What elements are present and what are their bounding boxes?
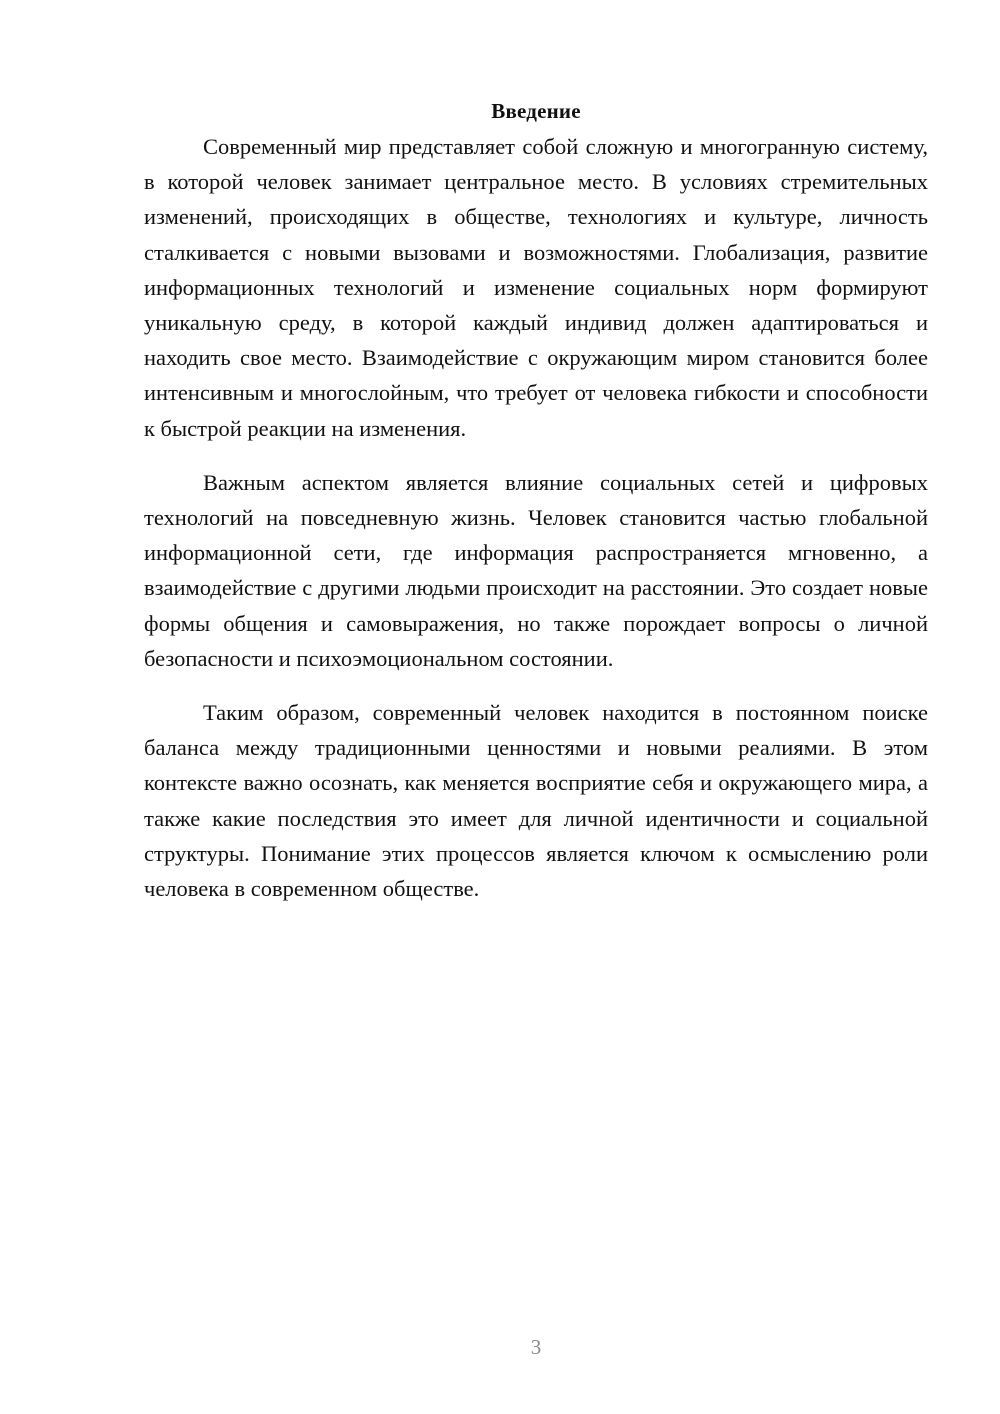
paragraph-1: Современный мир представляет собой сложную и многогранную систему, в которой человек занимает центральное место. В условиях стремительных изменений, происходящих в обществе, технологиях и культуре, личность сталкивается с новыми вызовами и возможностями. Глобализация, развитие информационных технологий и изменение социальных норм формируют уникальную среду, в которой каждый индивид должен адаптироваться и находить свое место. Взаимодействие с окружающим миром становится более интенсивным и многослойным, что требует от человека гибкости и способности к быстрой реакции на изменения. xyxy=(144,134,928,441)
section-heading: Введение xyxy=(491,99,581,123)
paragraph-2: Важным аспектом является влияние социальных сетей и цифровых технологий на повседневную жизнь. Человек становится частью глобальной информационной сети, где информация распространяется мгновенно, а взаимодействие с другими людьми происходит на расстоянии. Это создает новые формы общения и самовыражения, но также порождает вопросы о личной безопасности и психоэмоциональном состоянии. xyxy=(144,469,928,671)
page-content xyxy=(144,96,928,906)
page-number: 3 xyxy=(530,1335,542,1359)
paragraph-3: Таким образом, современный человек находится в постоянном поиске баланса между традиционными ценностями и новыми реалиями. В этом контексте важно осознать, как меняется восприятие себя и окружающего мира, а также какие последствия это имеет для личной идентичности и социальной структуры. Понимание этих процессов является ключом к осмыслению роли человека в современном обществе. xyxy=(144,700,928,902)
